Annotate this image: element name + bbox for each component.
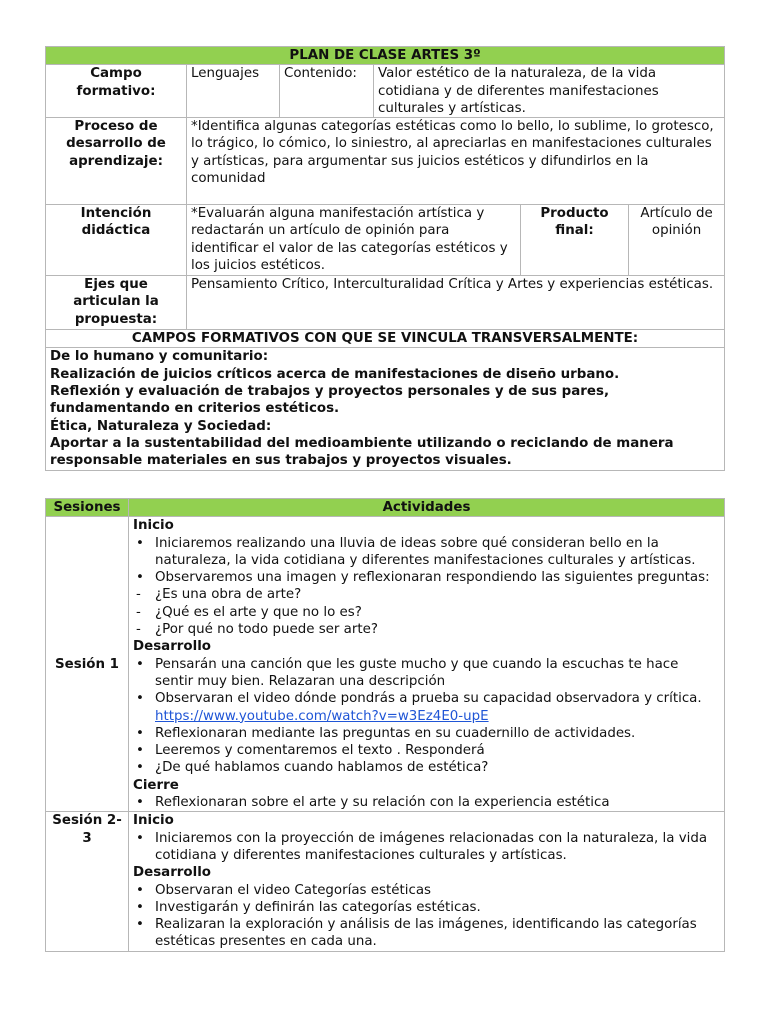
desarrollo-list	[133, 656, 720, 777]
campos-line: Realización de juicios críticos acerca de manifestaciones de diseño urbano.	[50, 366, 620, 382]
proceso-value: *Identifica algunas categorías estéticas como lo bello, lo sublime, lo grotesco, lo trágico, lo cómico, lo siniestro, al apreciarlas en manifestaciones culturales y artísticas, para argumentar sus juicios estéticos y difundirlos en la comunidad	[187, 118, 725, 205]
campos-body	[46, 348, 725, 470]
session-label: Sesión 2-3	[46, 812, 129, 951]
campos-line: Ética, Naturaleza y Sociedad:	[50, 418, 272, 434]
list-item: • Realizaran la exploración y análisis de las imágenes, identificando las categorías estéticas presentes en cada una.	[133, 916, 720, 951]
inicio-list	[133, 830, 720, 865]
session-activities	[129, 517, 725, 812]
intencion-label: Intención didáctica	[46, 205, 187, 276]
col-sesiones: Sesiones	[46, 499, 129, 517]
inicio-heading: Inicio	[133, 518, 174, 534]
session-row	[46, 517, 725, 812]
list-item	[133, 690, 720, 725]
campos-header: CAMPOS FORMATIVOS CON QUE SE VINCULA TRANSVERSALMENTE:	[46, 330, 725, 348]
question-item: - ¿Es una obra de arte?	[133, 586, 720, 603]
list-item: • Observaremos una imagen y reflexionaran respondiendo las siguientes preguntas:	[133, 569, 720, 586]
col-actividades: Actividades	[129, 499, 725, 517]
list-item: • Pensarán una canción que les guste mucho y que cuando la escuchas te hace sentir muy bien. Relazaran una descripción	[133, 656, 720, 691]
ejes-label: Ejes que articulan la propuesta:	[46, 276, 187, 330]
inicio-list	[133, 535, 720, 639]
list-item: • Iniciaremos con la proyección de imágenes relacionadas con la naturaleza, la vida cotidiana y diferentes manifestaciones culturales y artísticas.	[133, 830, 720, 865]
contenido-label: Contenido:	[280, 65, 374, 118]
sessions-table	[45, 498, 725, 952]
youtube-link[interactable]: https://www.youtube.com/watch?v=w3Ez4E0-upE	[155, 708, 489, 724]
campos-line: Aportar a la sustentabilidad del medioambiente utilizando o reciclando de manera responsable materiales en sus trabajos y proyectos visuales.	[50, 435, 674, 469]
campos-line: De lo humano y comunitario:	[50, 349, 269, 365]
question-item: - ¿Por qué no todo puede ser arte?	[133, 621, 720, 638]
list-item: • Observaran el video Categorías estéticas	[133, 882, 720, 899]
list-item-text: Observaran el video dónde pondrás a prueba su capacidad observadora y crítica.	[155, 691, 702, 707]
desarrollo-heading: Desarrollo	[133, 865, 211, 881]
campo-value: Lenguajes	[187, 65, 280, 118]
list-item: • Reflexionaran mediante las preguntas en su cuadernillo de actividades.	[133, 725, 720, 742]
plan-table	[45, 46, 725, 471]
campo-label: Campo formativo:	[46, 65, 187, 118]
producto-value: Artículo de opinión	[629, 205, 725, 276]
inicio-heading: Inicio	[133, 813, 174, 829]
session-row	[46, 812, 725, 951]
desarrollo-list	[133, 882, 720, 951]
list-item: • Investigarán y definirán las categorías estéticas.	[133, 899, 720, 916]
proceso-label: Proceso de desarrollo de aprendizaje:	[46, 118, 187, 205]
list-item: • ¿De qué hablamos cuando hablamos de estética?	[133, 759, 720, 776]
question-item: - ¿Qué es el arte y que no lo es?	[133, 604, 720, 621]
cierre-heading: Cierre	[133, 777, 179, 793]
list-item: • Leeremos y comentaremos el texto . Responderá	[133, 742, 720, 759]
cierre-list	[133, 794, 720, 811]
ejes-value: Pensamiento Crítico, Interculturalidad Crítica y Artes y experiencias estéticas.	[187, 276, 725, 330]
list-item: • Iniciaremos realizando una lluvia de ideas sobre qué consideran bello en la naturaleza, la vida cotidiana y diferentes manifestaciones culturales y artísticas.	[133, 535, 720, 570]
session-activities	[129, 812, 725, 951]
producto-label: Producto final:	[521, 205, 629, 276]
list-item: • Reflexionaran sobre el arte y su relación con la experiencia estética	[133, 794, 720, 811]
campos-line: Reflexión y evaluación de trabajos y proyectos personales y de sus pares, fundamentando en criterios estéticos.	[50, 384, 610, 417]
intencion-value: *Evaluarán alguna manifestación artística y redactarán un artículo de opinión para identificar el valor de las categorías estéticos y los juicios estéticos.	[187, 205, 521, 276]
desarrollo-heading: Desarrollo	[133, 639, 211, 655]
session-label: Sesión 1	[46, 517, 129, 812]
plan-title: PLAN DE CLASE ARTES 3º	[46, 47, 725, 65]
contenido-value: Valor estético de la naturaleza, de la vida cotidiana y de diferentes manifestaciones culturales y artísticas.	[374, 65, 725, 118]
